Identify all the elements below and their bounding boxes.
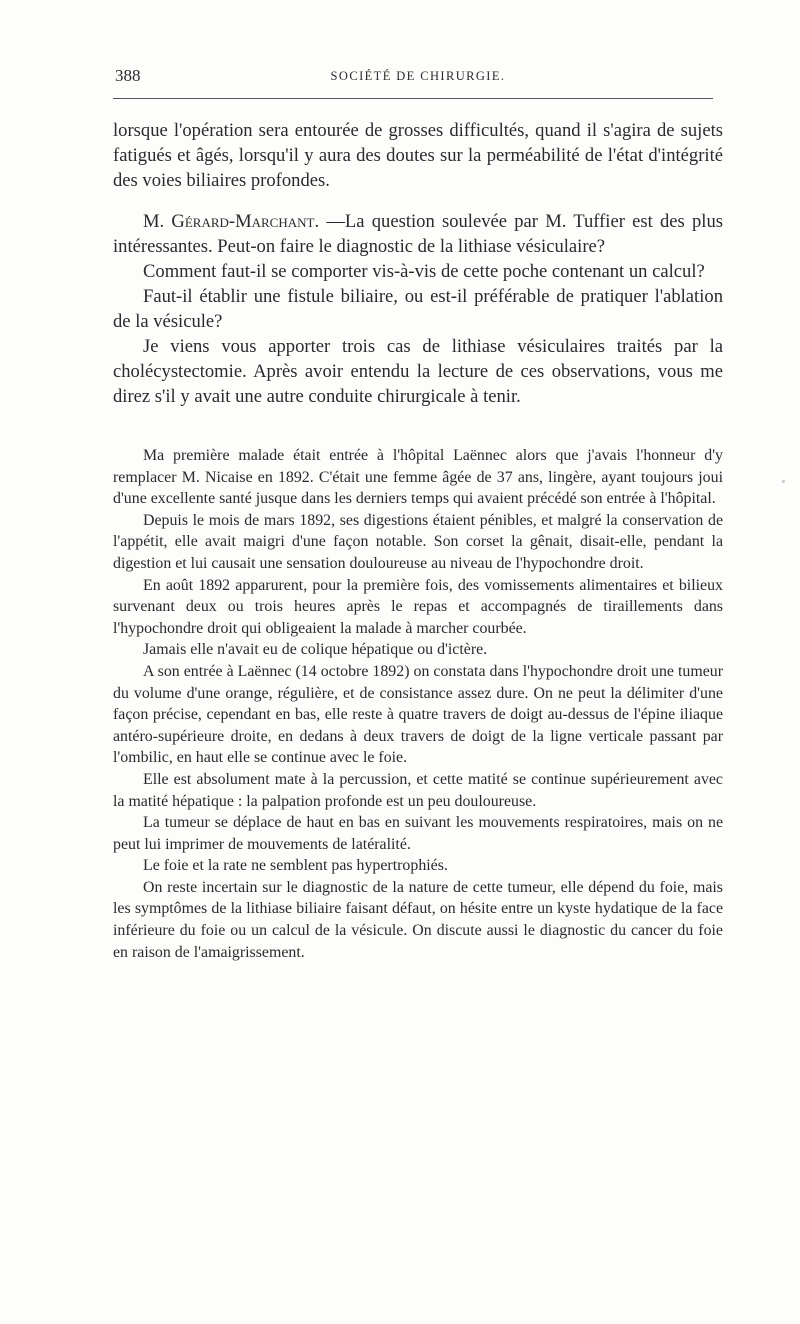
case-paragraph: La tumeur se déplace de haut en bas en suivant les mouvements respiratoires, mais on ne peut lui imprimer de mouvements de latéralité. — [113, 814, 723, 853]
case-paragraph: On reste incertain sur le diagnostic de la nature de cette tumeur, elle dépend du foie, mais les symptômes de la lithiase biliaire faisant défaut, on hésite entre un kyste hydatique de la face inférieure du foie ou un calcul de la vésicule. On discute aussi le diagnostic du cancer du foie en raison de l'amaigrissement. — [113, 878, 723, 961]
debate-section — [113, 118, 723, 409]
running-title: SOCIÉTÉ DE CHIRURGIE. — [330, 69, 506, 83]
speaker-name: M. Gérard-Marchant. — [143, 211, 320, 232]
page-number: 388 — [115, 66, 141, 85]
debate-paragraph: Je viens vous apporter trois cas de lithiase vésiculaires traités par la cholécystectomie. Après avoir entendu la lecture de ces observations, vous me direz s'il y avait une autre conduite chirurgicale à tenir. — [113, 336, 723, 407]
margin-speck — [782, 480, 785, 483]
debate-paragraph: Faut-il établir une fistule biliaire, ou est-il préférable de pratiquer l'ablation de la vésicule? — [113, 286, 723, 332]
case-paragraph: En août 1892 apparurent, pour la première fois, des vomissements alimentaires et bilieux survenant deux ou trois heures après le repas et accompagnés de tiraillements dans l'hypochondre droit qui obligeaient la malade à marcher courbée. — [113, 576, 723, 637]
case-report-section — [113, 445, 723, 963]
debate-paragraph: Comment faut-il se comporter vis-à-vis de cette poche contenant un calcul? — [143, 261, 705, 282]
book-page — [113, 62, 723, 963]
speaker-paragraph — [113, 209, 723, 259]
case-paragraph: Le foie et la rate ne semblent pas hypertrophiés. — [143, 857, 448, 875]
continuation-paragraph: lorsque l'opération sera entourée de grosses difficultés, quand il s'agira de sujets fatigués et âgés, lorsqu'il y aura des doutes sur la perméabilité de l'état d'intégrité des voies biliaires profondes. — [113, 120, 723, 191]
speaker-text: —La question soulevée par M. Tuffier est des plus intéressantes. Peut-on faire le diagnostic de la lithiase vésiculaire? — [113, 211, 724, 257]
case-paragraph: Depuis le mois de mars 1892, ses digestions étaient pénibles, et malgré la conservation de l'appétit, elle avait maigri d'une façon notable. Son corset la gênait, disait-elle, pendant la digestion et lui causait une sensation douloureuse au niveau de l'hypochondre droit. — [113, 511, 723, 572]
case-paragraph: Elle est absolument mate à la percussion, et cette matité se continue supérieurement avec la matité hépatique : la palpation profonde est un peu douloureuse. — [113, 770, 723, 810]
header-rule — [113, 98, 713, 99]
case-paragraph: Ma première malade était entrée à l'hôpital Laënnec alors que j'avais l'honneur d'y remplacer M. Nicaise en 1892. C'était une femme âgée de 37 ans, lingère, ayant toujours joui d'une excellente santé jusque dans les derniers temps qui avaient précédé son entrée à l'hôpital. — [113, 447, 723, 508]
case-paragraph: Jamais elle n'avait eu de colique hépatique ou d'ictère. — [143, 641, 488, 659]
case-paragraph: A son entrée à Laënnec (14 octobre 1892) on constata dans l'hypochondre droit une tumeur du volume d'une orange, régulière, et de consistance assez dure. On ne peut la délimiter d'une façon précise, cependant en bas, elle reste à quatre travers de doigt au-dessus de l'épine iliaque antéro-supérieure droite, en dedans à deux travers de doigt de la ligne verticale passant par l'ombilic, en haut elle se continue avec le foie. — [113, 662, 723, 767]
page-header — [113, 62, 723, 92]
